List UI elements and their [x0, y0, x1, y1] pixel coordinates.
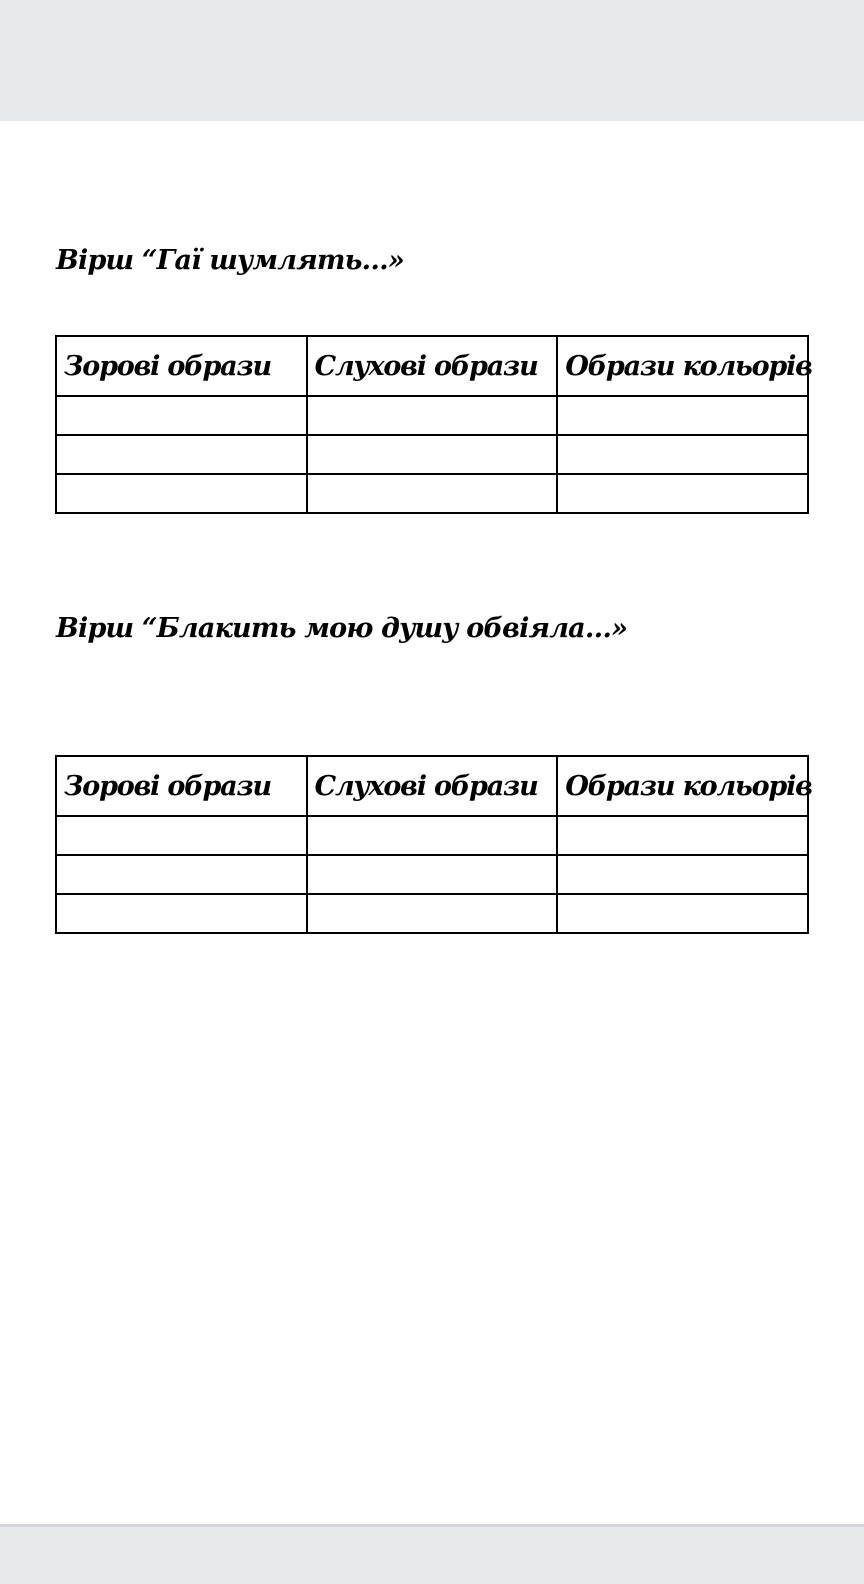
table-cell[interactable] — [307, 396, 558, 435]
header-auditory-images: Слухові образи — [307, 756, 558, 816]
header-color-images: Образи кольорів — [557, 756, 808, 816]
table-cell[interactable] — [307, 474, 558, 513]
table-row — [56, 816, 808, 855]
table-row — [56, 894, 808, 933]
header-visual-images: Зорові образи — [56, 336, 307, 396]
table-cell[interactable] — [557, 435, 808, 474]
table-cell[interactable] — [557, 474, 808, 513]
table-cell[interactable] — [557, 816, 808, 855]
table-cell[interactable] — [557, 855, 808, 894]
table-cell[interactable] — [56, 894, 307, 933]
table-cell[interactable] — [56, 435, 307, 474]
table-header-row — [56, 756, 808, 816]
header-auditory-images: Слухові образи — [307, 336, 558, 396]
table-row — [56, 474, 808, 513]
table-cell[interactable] — [56, 474, 307, 513]
section-1-table — [55, 335, 812, 514]
table-row — [56, 855, 808, 894]
section-2-table — [55, 755, 812, 934]
table-row — [56, 396, 808, 435]
table-cell[interactable] — [307, 894, 558, 933]
table-cell[interactable] — [557, 396, 808, 435]
section-2-title: Вірш “Блакить мою душу обвіяла…» — [56, 613, 628, 644]
table-cell[interactable] — [307, 855, 558, 894]
header-visual-images: Зорові образи — [56, 756, 307, 816]
header-color-images: Образи кольорів — [557, 336, 808, 396]
table-cell[interactable] — [56, 396, 307, 435]
table-cell[interactable] — [56, 855, 307, 894]
section-1-title: Вірш “Гаї шумлять…» — [56, 245, 404, 276]
document-page — [0, 121, 864, 1524]
viewer-top-bar — [0, 0, 864, 121]
table-cell[interactable] — [307, 435, 558, 474]
table-cell[interactable] — [307, 816, 558, 855]
viewer-bottom-bar — [0, 1524, 864, 1584]
table-row — [56, 435, 808, 474]
table-header-row — [56, 336, 808, 396]
table-cell[interactable] — [557, 894, 808, 933]
table-cell[interactable] — [56, 816, 307, 855]
